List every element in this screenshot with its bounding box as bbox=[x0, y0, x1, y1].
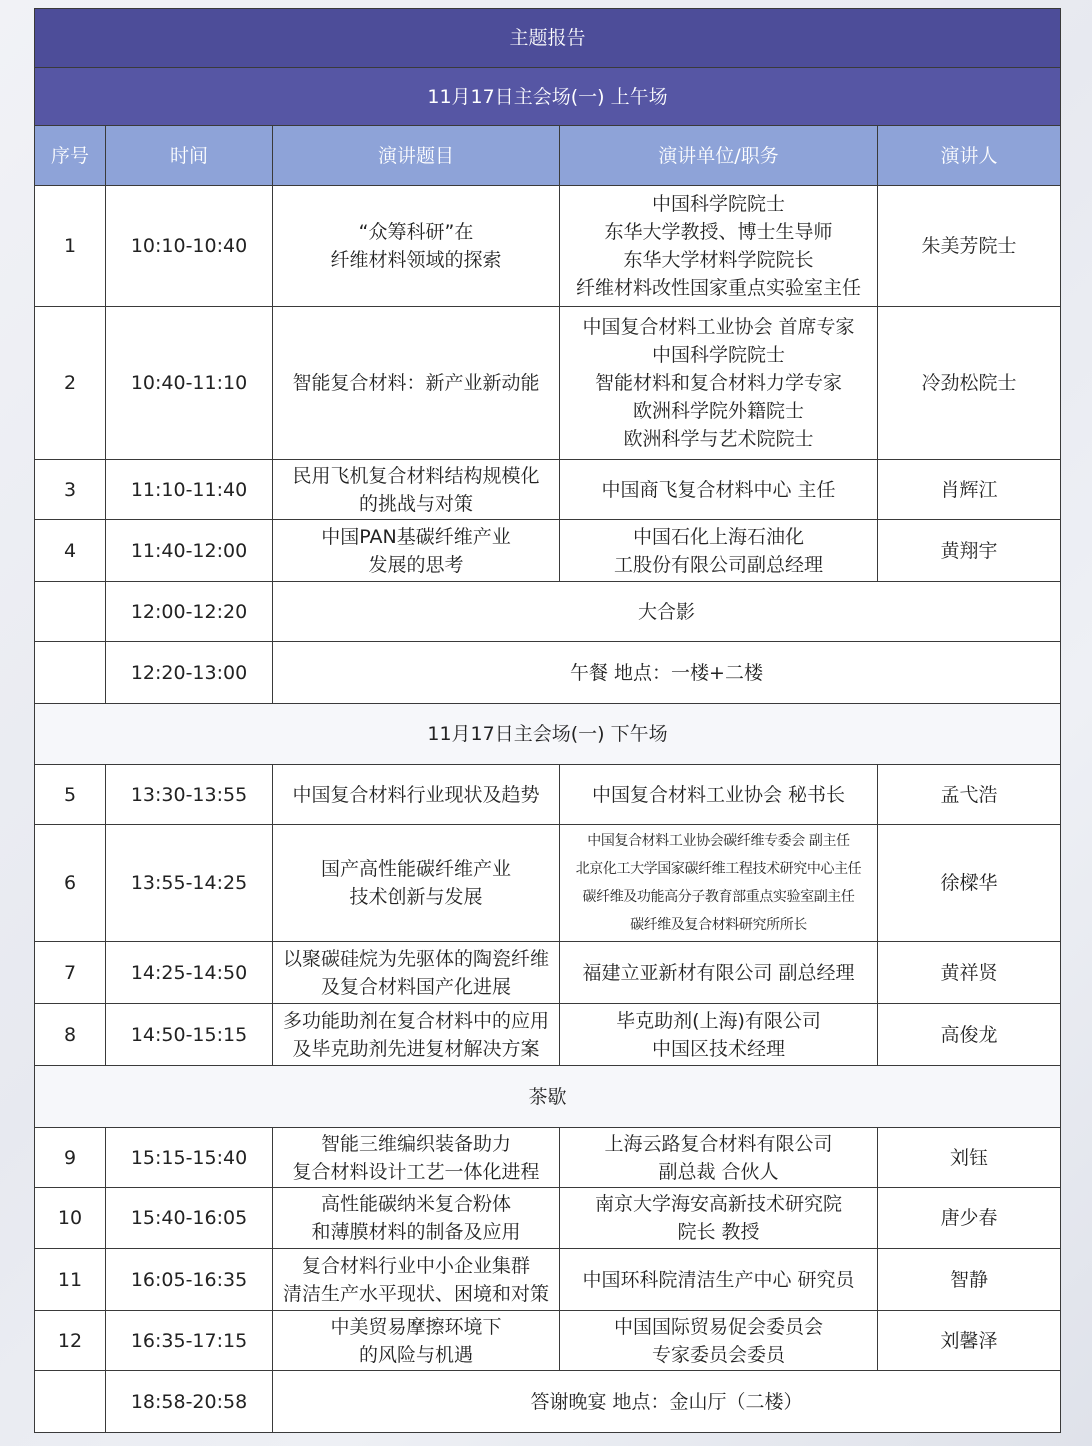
column-header-topic: 演讲题目 bbox=[273, 126, 560, 186]
column-header-speaker: 演讲人 bbox=[878, 126, 1061, 186]
text-line: 中国科学院院士 bbox=[651, 344, 785, 366]
text-line: 副总裁 合伙人 bbox=[658, 1160, 779, 1183]
speaker-affiliation bbox=[560, 1004, 878, 1066]
afternoon-session-banner: 11月17日主会场(一) 下午场 bbox=[35, 704, 1061, 765]
page-title: 主题报告 bbox=[35, 9, 1061, 68]
text-line: 中国区技术经理 bbox=[651, 1037, 785, 1060]
break-row bbox=[35, 582, 1061, 642]
text-line: 的风险与机遇 bbox=[358, 1343, 473, 1366]
text-line: 中国复合材料工业协会 秘书长 bbox=[591, 783, 846, 806]
text-line: 清洁生产水平现状、困境和对策 bbox=[282, 1282, 549, 1305]
talk-number: 2 bbox=[35, 307, 106, 460]
talk-number bbox=[35, 1371, 106, 1433]
agenda-table bbox=[34, 8, 1061, 1433]
talk-number: 5 bbox=[35, 765, 106, 825]
speaker-name: 智静 bbox=[878, 1249, 1061, 1311]
table-row bbox=[35, 1249, 1061, 1311]
talk-time: 12:00-12:20 bbox=[106, 582, 273, 642]
talk-topic bbox=[273, 1188, 560, 1249]
text-line: 中国环科院清洁生产中心 研究员 bbox=[582, 1268, 855, 1291]
speaker-name: 刘馨泽 bbox=[878, 1311, 1061, 1371]
speaker-name: 黄翔宇 bbox=[878, 520, 1061, 582]
talk-topic bbox=[273, 460, 560, 520]
column-header-org: 演讲单位/职务 bbox=[560, 126, 878, 186]
talk-number: 11 bbox=[35, 1249, 106, 1311]
table-row bbox=[35, 520, 1061, 582]
speaker-name: 高俊龙 bbox=[878, 1004, 1061, 1066]
talk-time: 10:10-10:40 bbox=[106, 186, 273, 307]
talk-topic bbox=[273, 765, 560, 825]
text-line: 南京大学海安高新技术研究院 bbox=[594, 1193, 842, 1215]
text-line: 高性能碳纳米复合粉体 bbox=[320, 1193, 511, 1215]
speaker-affiliation bbox=[560, 1188, 878, 1249]
text-line: 和薄膜材料的制备及应用 bbox=[311, 1221, 521, 1243]
talk-topic bbox=[273, 520, 560, 582]
text-line: 碳纤维及复合材料研究所所长 bbox=[630, 917, 807, 933]
talk-number: 12 bbox=[35, 1311, 106, 1371]
column-header-time: 时间 bbox=[106, 126, 273, 186]
talk-number: 9 bbox=[35, 1128, 106, 1188]
speaker-name: 黄祥贤 bbox=[878, 942, 1061, 1004]
afternoon-session-banner-row bbox=[35, 704, 1061, 765]
table-row bbox=[35, 942, 1061, 1004]
talk-topic bbox=[273, 1128, 560, 1188]
talk-topic bbox=[273, 825, 560, 942]
talk-number: 10 bbox=[35, 1188, 106, 1249]
talk-number: 7 bbox=[35, 942, 106, 1004]
talk-time: 11:40-12:00 bbox=[106, 520, 273, 582]
schedule-note: 大合影 bbox=[273, 582, 1061, 642]
text-line: 东华大学材料学院院长 bbox=[623, 249, 814, 271]
text-line: 院长 教授 bbox=[677, 1221, 760, 1243]
text-line: 欧洲科学院外籍院士 bbox=[632, 400, 804, 422]
table-row bbox=[35, 1188, 1061, 1249]
dinner-row bbox=[35, 1371, 1061, 1433]
talk-time: 14:50-15:15 bbox=[106, 1004, 273, 1066]
talk-topic bbox=[273, 1004, 560, 1066]
text-line: 及毕克助剂先进复材解决方案 bbox=[292, 1037, 540, 1060]
talk-time: 12:20-13:00 bbox=[106, 642, 273, 704]
schedule-note: 午餐 地点：一楼+二楼 bbox=[273, 642, 1061, 704]
speaker-affiliation bbox=[560, 307, 878, 460]
speaker-affiliation bbox=[560, 825, 878, 942]
text-line: 中国复合材料工业协会 首席专家 bbox=[582, 316, 855, 338]
talk-time: 15:40-16:05 bbox=[106, 1188, 273, 1249]
talk-number: 3 bbox=[35, 460, 106, 520]
speaker-name: 孟弋浩 bbox=[878, 765, 1061, 825]
speaker-name: 朱美芳院士 bbox=[878, 186, 1061, 307]
speaker-affiliation bbox=[560, 942, 878, 1004]
text-line: 民用飞机复合材料结构规模化 bbox=[292, 464, 540, 487]
speaker-affiliation bbox=[560, 1128, 878, 1188]
text-line: 复合材料行业中小企业集群 bbox=[301, 1254, 530, 1277]
text-line: 中国PAN基碳纤维产业 bbox=[321, 525, 511, 548]
schedule-note: 答谢晚宴 地点：金山厅（二楼） bbox=[273, 1371, 1061, 1433]
talk-time: 15:15-15:40 bbox=[106, 1128, 273, 1188]
text-line: 上海云路复合材料有限公司 bbox=[604, 1132, 833, 1155]
speaker-affiliation bbox=[560, 460, 878, 520]
text-line: 福建立亚新材有限公司 副总经理 bbox=[582, 961, 855, 984]
text-line: 欧洲科学与艺术院院士 bbox=[623, 428, 814, 450]
talk-topic bbox=[273, 307, 560, 460]
talk-topic bbox=[273, 1249, 560, 1311]
talk-topic bbox=[273, 186, 560, 307]
table-row bbox=[35, 1004, 1061, 1066]
text-line: 智能材料和复合材料力学专家 bbox=[594, 372, 842, 394]
text-line: 多功能助剂在复合材料中的应用 bbox=[282, 1009, 549, 1032]
speaker-affiliation bbox=[560, 186, 878, 307]
text-line: 中国复合材料行业现状及趋势 bbox=[292, 783, 540, 806]
break-row bbox=[35, 642, 1061, 704]
speaker-affiliation bbox=[560, 1311, 878, 1371]
talk-number: 8 bbox=[35, 1004, 106, 1066]
morning-session-banner: 11月17日主会场(一) 上午场 bbox=[35, 68, 1061, 126]
text-line: 的挑战与对策 bbox=[358, 492, 473, 515]
text-line: 及复合材料国产化进展 bbox=[320, 975, 511, 998]
text-line: 碳纤维及功能高分子教育部重点实验室副主任 bbox=[582, 889, 855, 905]
speaker-name: 冷劲松院士 bbox=[878, 307, 1061, 460]
speaker-name: 唐少春 bbox=[878, 1188, 1061, 1249]
talk-time: 13:55-14:25 bbox=[106, 825, 273, 942]
text-line: 毕克助剂(上海)有限公司 bbox=[616, 1009, 821, 1032]
speaker-name: 徐樑华 bbox=[878, 825, 1061, 942]
talk-topic bbox=[273, 942, 560, 1004]
text-line: 以聚碳硅烷为先驱体的陶瓷纤维 bbox=[282, 947, 549, 970]
text-line: “众筹科研”在 bbox=[358, 221, 474, 243]
column-header-no: 序号 bbox=[35, 126, 106, 186]
tea-break: 茶歇 bbox=[35, 1066, 1061, 1128]
text-line: 发展的思考 bbox=[368, 553, 464, 576]
table-row bbox=[35, 1311, 1061, 1371]
text-line: 中国科学院院士 bbox=[651, 193, 785, 215]
text-line: 纤维材料改性国家重点实验室主任 bbox=[575, 277, 861, 299]
text-line: 智能复合材料：新产业新动能 bbox=[292, 372, 540, 394]
text-line: 中国商飞复合材料中心 主任 bbox=[601, 478, 836, 501]
table-row bbox=[35, 765, 1061, 825]
text-line: 北京化工大学国家碳纤维工程技术研究中心主任 bbox=[575, 861, 862, 877]
talk-time: 11:10-11:40 bbox=[106, 460, 273, 520]
text-line: 智能三维编织装备助力 bbox=[320, 1132, 511, 1155]
text-line: 中国复合材料工业协会碳纤维专委会 副主任 bbox=[587, 833, 850, 849]
speaker-affiliation bbox=[560, 765, 878, 825]
text-line: 中美贸易摩擦环境下 bbox=[330, 1315, 502, 1338]
talk-topic bbox=[273, 1311, 560, 1371]
table-row bbox=[35, 460, 1061, 520]
text-line: 中国石化上海石油化 bbox=[632, 525, 804, 548]
table-row bbox=[35, 307, 1061, 460]
text-line: 工股份有限公司副总经理 bbox=[613, 553, 823, 576]
talk-number: 6 bbox=[35, 825, 106, 942]
text-line: 中国国际贸易促会委员会 bbox=[613, 1315, 823, 1338]
text-line: 东华大学教授、博士生导师 bbox=[604, 221, 833, 243]
speaker-name: 肖辉江 bbox=[878, 460, 1061, 520]
talk-time: 16:35-17:15 bbox=[106, 1311, 273, 1371]
talk-time: 16:05-16:35 bbox=[106, 1249, 273, 1311]
text-line: 复合材料设计工艺一体化进程 bbox=[292, 1160, 540, 1183]
tea-break-row bbox=[35, 1066, 1061, 1128]
talk-number: 1 bbox=[35, 186, 106, 307]
speaker-name: 刘钰 bbox=[878, 1128, 1061, 1188]
talk-number bbox=[35, 642, 106, 704]
text-line: 国产高性能碳纤维产业 bbox=[320, 858, 511, 880]
talk-number: 4 bbox=[35, 520, 106, 582]
text-line: 纤维材料领域的探索 bbox=[330, 249, 502, 271]
text-line: 专家委员会委员 bbox=[651, 1343, 785, 1366]
table-row bbox=[35, 825, 1061, 942]
text-line: 技术创新与发展 bbox=[349, 886, 483, 908]
table-row bbox=[35, 186, 1061, 307]
speaker-affiliation bbox=[560, 520, 878, 582]
table-row bbox=[35, 1128, 1061, 1188]
talk-time: 18:58-20:58 bbox=[106, 1371, 273, 1433]
talk-time: 13:30-13:55 bbox=[106, 765, 273, 825]
speaker-affiliation bbox=[560, 1249, 878, 1311]
talk-time: 10:40-11:10 bbox=[106, 307, 273, 460]
talk-time: 14:25-14:50 bbox=[106, 942, 273, 1004]
talk-number bbox=[35, 582, 106, 642]
column-header-row bbox=[35, 126, 1061, 186]
